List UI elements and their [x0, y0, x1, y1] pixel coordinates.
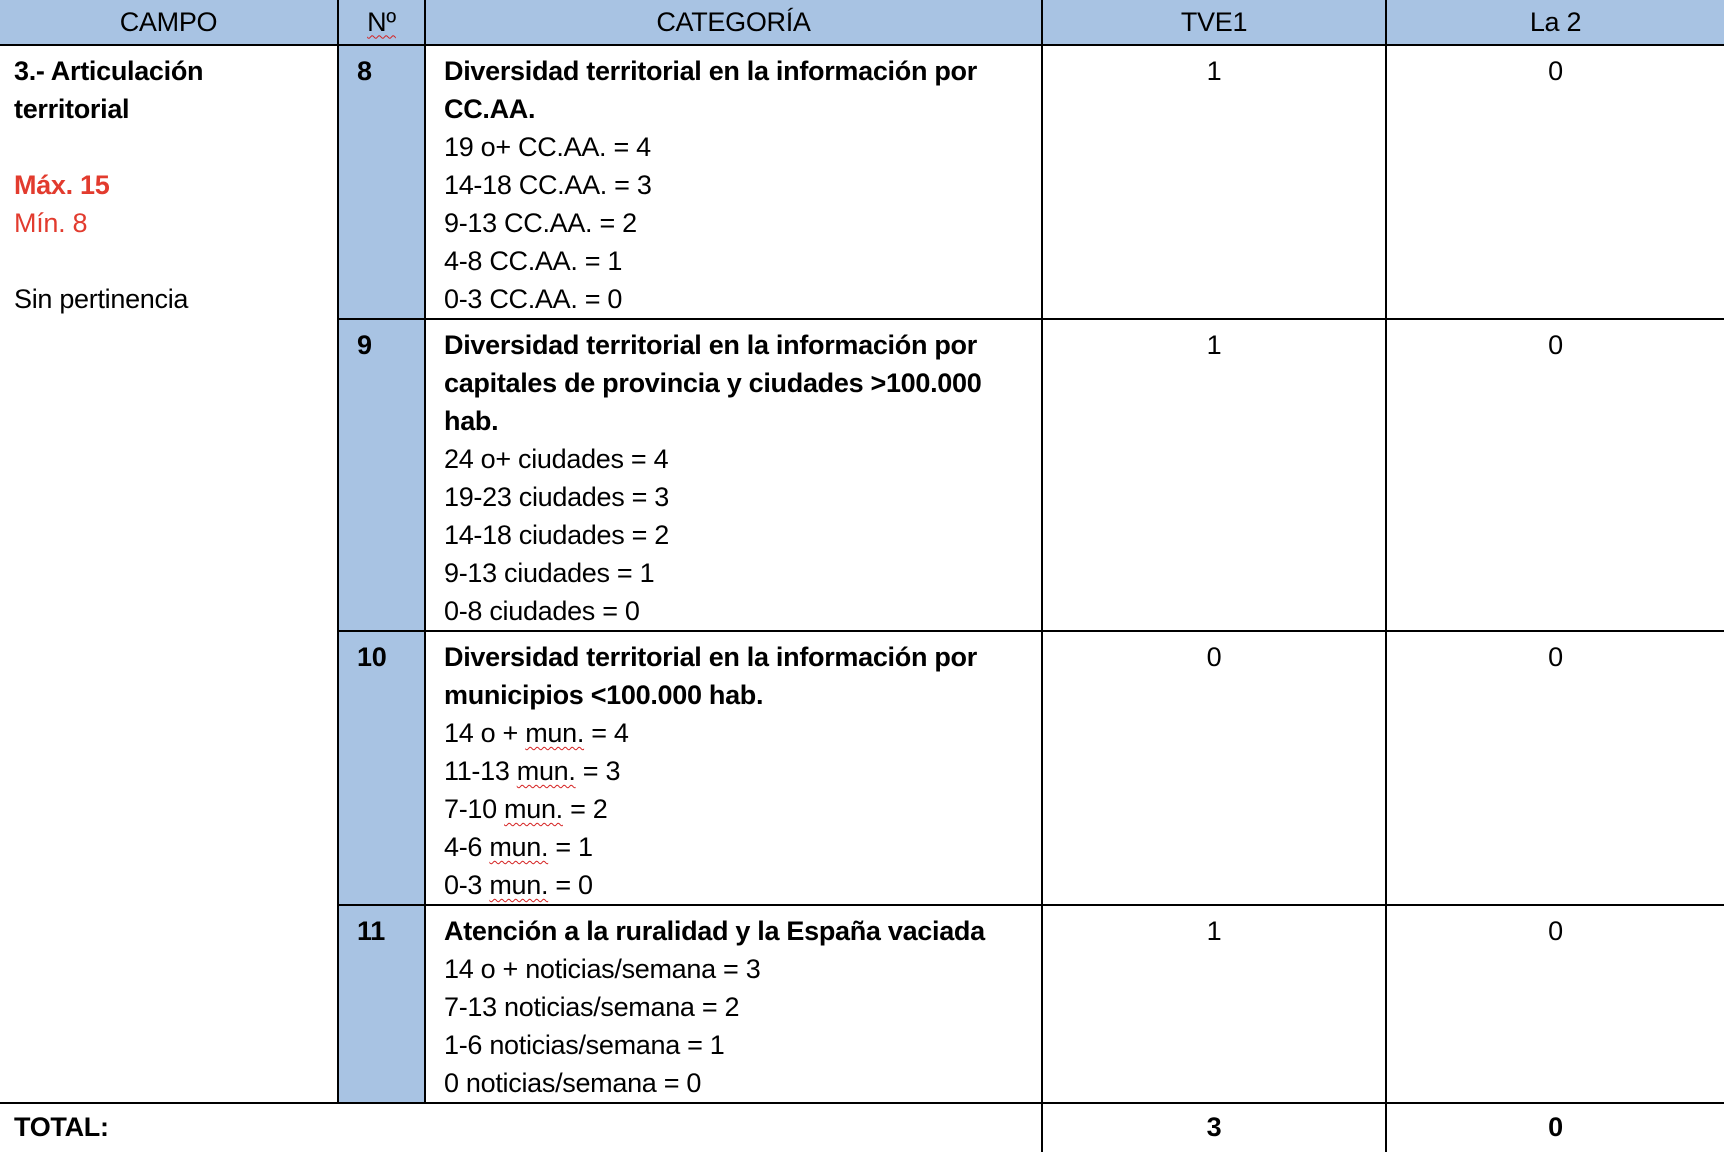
campo-title-line2: territorial	[14, 94, 130, 124]
category-criterion: 9-13 CC.AA. = 2	[444, 208, 637, 238]
category-cell	[425, 631, 1042, 905]
criterion-range: 11-13	[444, 756, 517, 786]
row-number: 11	[338, 905, 425, 1103]
category-criterion: 0-8 ciudades = 0	[444, 596, 640, 626]
header-num-text: Nº	[367, 6, 396, 37]
criterion-unit: mun.	[489, 832, 549, 862]
la2-score: 0	[1386, 45, 1724, 319]
category-criterion	[444, 866, 1023, 904]
criterion-range: 7-10	[444, 794, 505, 824]
criterion-unit: mun.	[504, 794, 563, 824]
la2-score: 0	[1386, 631, 1724, 905]
category-criterion: 4-8 CC.AA. = 1	[444, 246, 623, 276]
total-label: TOTAL:	[0, 1103, 1042, 1152]
category-title: Diversidad territorial en la información por	[444, 330, 977, 360]
category-title: municipios <100.000 hab.	[444, 680, 764, 710]
criterion-unit: mun.	[489, 870, 549, 900]
tve1-score: 1	[1042, 905, 1386, 1103]
tve1-score: 0	[1042, 631, 1386, 905]
table-row	[0, 45, 1724, 319]
header-categoria: CATEGORÍA	[425, 0, 1042, 45]
criterion-score: = 4	[584, 718, 629, 748]
category-criterion	[444, 714, 1023, 752]
category-cell	[425, 319, 1042, 631]
total-la2: 0	[1386, 1103, 1724, 1152]
category-criterion: 19 o+ CC.AA. = 4	[444, 132, 651, 162]
header-la2: La 2	[1386, 0, 1724, 45]
category-criterion: 7-13 noticias/semana = 2	[444, 992, 740, 1022]
criterion-range: 0-3	[444, 870, 490, 900]
row-number: 8	[338, 45, 425, 319]
la2-score: 0	[1386, 905, 1724, 1103]
category-criterion: 14-18 CC.AA. = 3	[444, 170, 652, 200]
criterion-range: 14 o +	[444, 718, 526, 748]
category-criterion: 0-3 CC.AA. = 0	[444, 284, 623, 314]
category-criterion: 14 o + noticias/semana = 3	[444, 954, 761, 984]
category-title: capitales de provincia y ciudades >100.000	[444, 368, 982, 398]
campo-min: Mín. 8	[14, 208, 88, 238]
tve1-score: 1	[1042, 45, 1386, 319]
campo-max: Máx. 15	[14, 170, 110, 200]
criterion-unit: mun.	[525, 718, 585, 748]
category-criterion	[444, 790, 1023, 828]
category-cell	[425, 905, 1042, 1103]
category-criterion: 14-18 ciudades = 2	[444, 520, 670, 550]
header-row	[0, 0, 1724, 45]
category-title: Diversidad territorial en la información por	[444, 56, 977, 86]
campo-note: Sin pertinencia	[14, 284, 189, 314]
category-cell	[425, 45, 1042, 319]
category-criterion	[444, 828, 1023, 866]
category-title: hab.	[444, 406, 499, 436]
header-campo: CAMPO	[0, 0, 338, 45]
category-criterion: 0 noticias/semana = 0	[444, 1068, 702, 1098]
criterion-score: = 3	[575, 756, 621, 786]
category-criterion: 9-13 ciudades = 1	[444, 558, 655, 588]
category-title: Atención a la ruralidad y la España vaciada	[444, 916, 985, 946]
criterion-score: = 2	[562, 794, 608, 824]
category-criterion: 19-23 ciudades = 3	[444, 482, 670, 512]
tve1-score: 1	[1042, 319, 1386, 631]
criterion-unit: mun.	[516, 756, 576, 786]
category-title: Diversidad territorial en la información por	[444, 642, 977, 672]
criterion-score: = 0	[548, 870, 593, 900]
category-title: CC.AA.	[444, 94, 536, 124]
header-num	[338, 0, 425, 45]
la2-score: 0	[1386, 319, 1724, 631]
total-row	[0, 1103, 1724, 1152]
category-criterion: 1-6 noticias/semana = 1	[444, 1030, 725, 1060]
header-tve1: TVE1	[1042, 0, 1386, 45]
criterion-score: = 1	[548, 832, 593, 862]
criterion-range: 4-6	[444, 832, 490, 862]
row-number: 10	[338, 631, 425, 905]
total-tve1: 3	[1042, 1103, 1386, 1152]
category-criterion	[444, 752, 1023, 790]
campo-cell	[0, 45, 338, 1103]
row-number: 9	[338, 319, 425, 631]
category-criterion: 24 o+ ciudades = 4	[444, 444, 669, 474]
campo-title-line1: 3.- Articulación	[14, 56, 204, 86]
